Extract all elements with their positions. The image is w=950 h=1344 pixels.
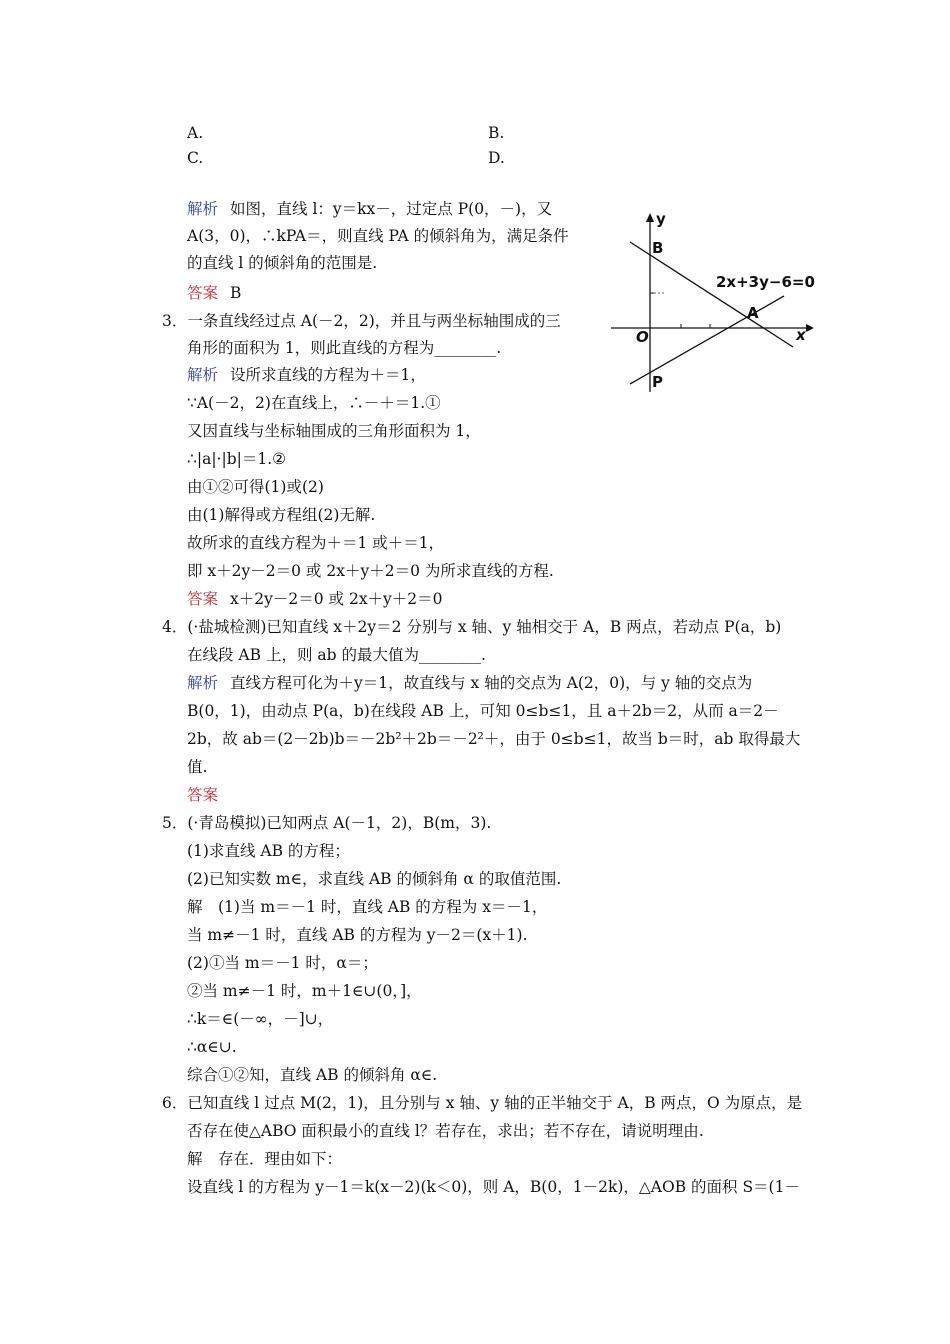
choice-b: B.: [488, 124, 505, 142]
origin-label: O: [636, 328, 649, 346]
line-pa: [630, 296, 784, 384]
line-equation-label: 2x+3y−6=0: [716, 273, 815, 291]
q3-line-5: 又因直线与坐标轴围成的三角形面积为 1，: [187, 422, 481, 440]
coordinate-figure: [606, 208, 816, 396]
q4-line-2: 在线段 AB 上，则 ab 的最大值为________.: [187, 646, 486, 664]
y-axis-label: y: [656, 210, 666, 228]
q5-line-10: 综合①②知，直线 AB 的倾斜角 α∈.: [187, 1066, 438, 1084]
q4-line-5: 2b，故 ab＝(2－2b)b＝－2b²＋2b＝－2²＋，由于 0≤b≤1，故当 b＝时，ab 取得最大: [187, 730, 801, 748]
q5-line-2: (1)求直线 AB 的方程；: [187, 842, 350, 860]
q6-line-2: 否存在使△ABO 面积最小的直线 l？若存在，求出；若不存在，请说明理由.: [187, 1122, 704, 1140]
choice-d: D.: [488, 149, 505, 167]
y-axis-arrow: [646, 213, 654, 222]
q6-line-4: 设直线 l 的方程为 y－1＝k(x－2)(k＜0)，则 A，B(0，1－2k)，△AOB 的面积 S＝(1－: [187, 1178, 800, 1196]
choice-a: A.: [187, 124, 204, 142]
point-a-label: A: [747, 304, 759, 322]
q5-line-1: 5．(·青岛模拟)已知两点 A(－1，2)，B(m，3).: [162, 814, 492, 832]
q2-line-3: 的直线 l 的倾斜角的范围是.: [187, 254, 378, 272]
q5-line-3: (2)已知实数 m∈，求直线 AB 的倾斜角 α 的取值范围.: [187, 870, 562, 888]
q3-line-10: 即 x＋2y－2＝0 或 2x＋y＋2＝0 为所求直线的方程.: [187, 562, 554, 580]
q4-answer: [187, 785, 230, 805]
answer-label: 答案: [187, 590, 219, 608]
q6-line-3: 解 存在．理由如下：: [187, 1150, 343, 1168]
q4-line-3: 解析 直线方程可化为＋y＝1，故直线与 x 轴的交点为 A(2，0)，与 y 轴的交点为: [187, 674, 753, 692]
answer-label: 答案: [187, 284, 219, 302]
q6-line-1: 6．已知直线 l 过点 M(2，1)，且分别与 x 轴、y 轴的正半轴交于 A，B 两点，O 为原点，是: [162, 1094, 803, 1112]
q2-line-2: A(3，0)，∴kPA＝，则直线 PA 的倾斜角为，满足条件: [187, 227, 569, 245]
answer-label: 答案: [187, 786, 219, 804]
q3-line-4: ∵A(－2，2)在直线上，∴－＋＝1.①: [187, 394, 441, 412]
q3-line-2: 角形的面积为 1，则此直线的方程为________.: [187, 339, 502, 357]
q4-line-6: 值.: [187, 758, 208, 776]
choice-c: C.: [187, 149, 204, 167]
q5-line-7: ②当 m≠－1 时，m＋1∈∪(0，]，: [187, 982, 422, 1000]
q2-line-1: 解析 如图，直线 l：y＝kx－，过定点 P(0，－)，又: [187, 200, 553, 218]
q4-line-1: 4．(·盐城检测)已知直线 x＋2y＝2 分别与 x 轴、y 轴相交于 A，B 两点，若动点 P(a，b): [162, 618, 782, 636]
x-axis-label: x: [796, 326, 806, 344]
q5-line-8: ∴k＝∈(－∞，－]∪，: [187, 1010, 334, 1028]
q3-line-6: ∴|a|·|b|＝1.②: [187, 450, 287, 468]
q3-line-3: 解析 设所求直线的方程为＋＝1，: [187, 366, 426, 384]
q5-line-4: 解 (1)当 m＝－1 时，直线 AB 的方程为 x＝－1，: [187, 898, 548, 916]
q4-line-4: B(0，1)，由动点 P(a，b)在线段 AB 上，可知 0≤b≤1，且 a＋2b＝2，从而 a＝2－: [187, 702, 779, 720]
q5-line-9: ∴α∈∪.: [187, 1038, 237, 1056]
q5-line-6: (2)①当 m＝－1 时，α＝；: [187, 954, 378, 972]
q3-line-8: 由(1)解得或方程组(2)无解.: [187, 506, 376, 524]
point-b-label: B: [652, 239, 664, 257]
point-p-label: P: [652, 373, 663, 391]
q3-line-7: 由①②可得(1)或(2): [187, 478, 324, 496]
jiexi-label: 解析: [187, 200, 219, 218]
line-2x-3y-6: [630, 242, 793, 347]
q5-line-5: 当 m≠－1 时，直线 AB 的方程为 y－2＝(x＋1).: [187, 926, 528, 944]
jiexi-label: 解析: [187, 366, 219, 384]
q3-line-1: 3．一条直线经过点 A(－2，2)，并且与两坐标轴围成的三: [162, 312, 561, 330]
jiexi-label: 解析: [187, 674, 219, 692]
q3-line-9: 故所求的直线方程为＋＝1 或＋＝1，: [187, 534, 445, 552]
x-axis-arrow: [806, 324, 814, 332]
q2-answer: 答案 B: [187, 284, 242, 302]
q3-answer: 答案 x＋2y－2＝0 或 2x＋y＋2＝0: [187, 590, 443, 608]
